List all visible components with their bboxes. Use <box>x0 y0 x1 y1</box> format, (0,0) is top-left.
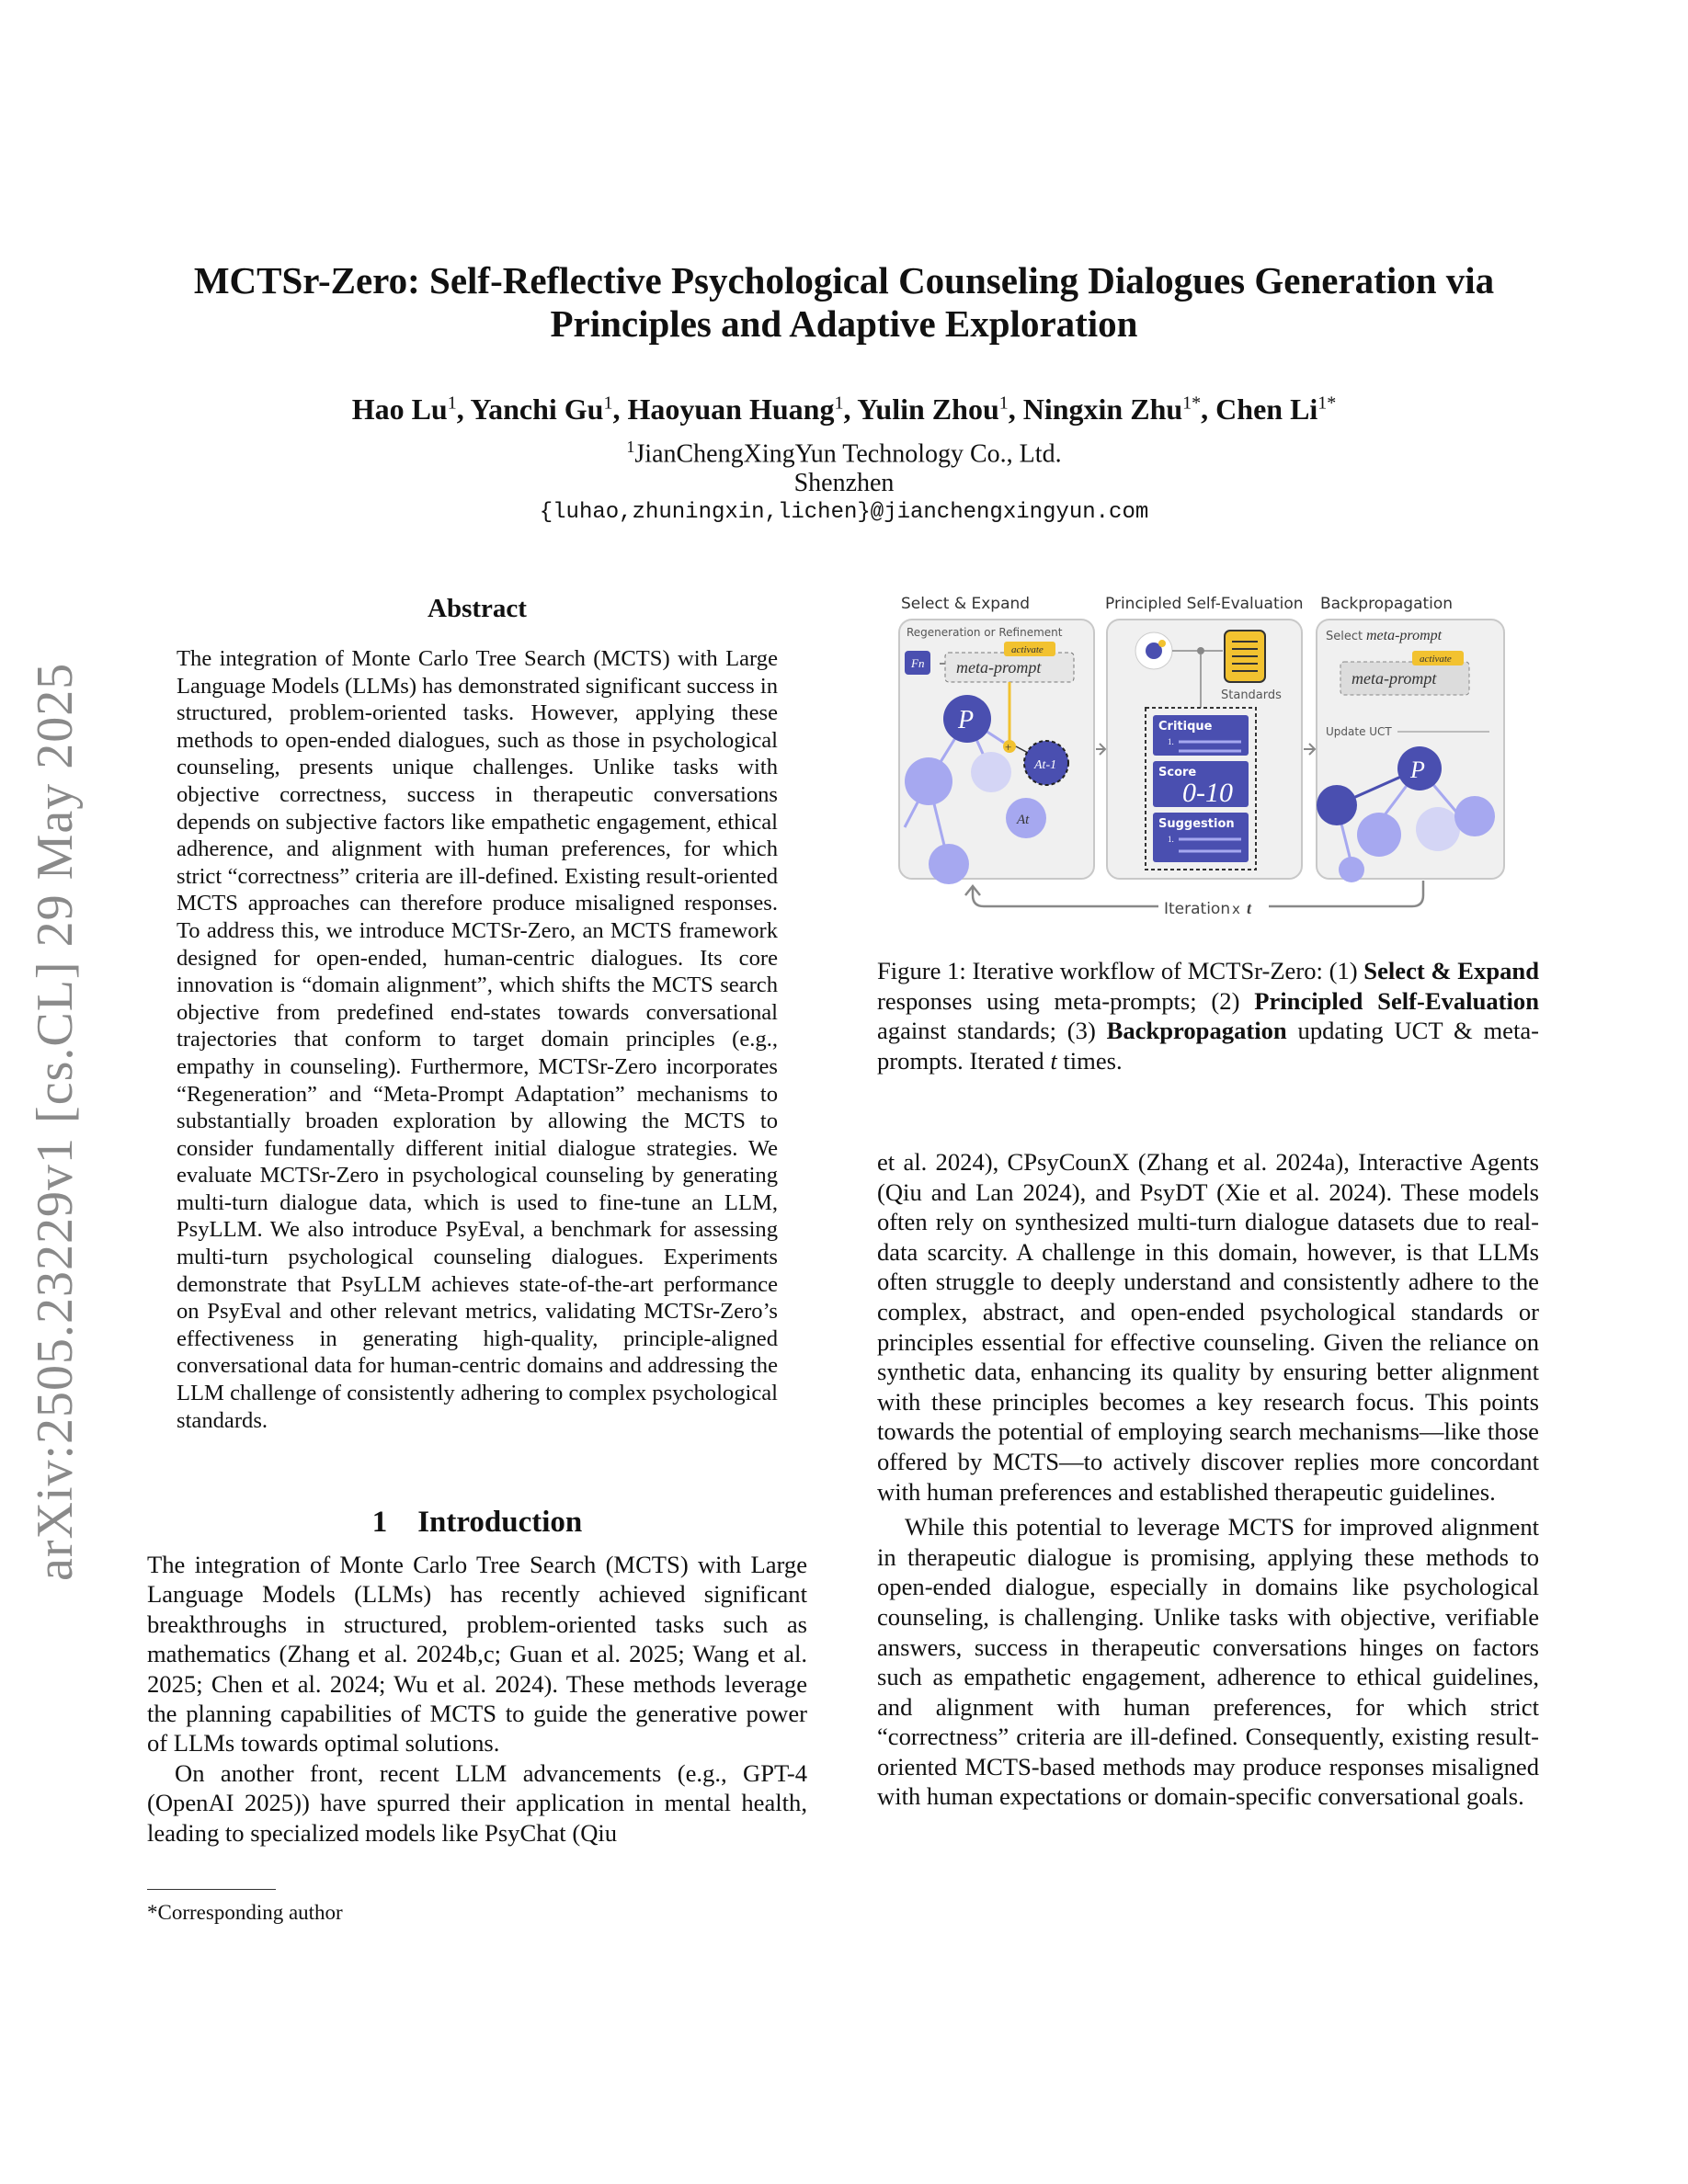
affiliation-city: Shenzhen <box>793 469 895 498</box>
list-marker: 1. <box>1168 835 1174 844</box>
arxiv-stamp: arXiv:2505.23229v1 [cs.CL] 29 May 2025 <box>27 662 84 1581</box>
introduction-left-column <box>147 1550 807 1848</box>
caption-text: Figure 1: Iterative workflow of MCTSr-Zero: (1) <box>877 957 1364 984</box>
author: Haoyuan Huang$^1$ <box>627 392 844 426</box>
paragraph: While this potential to leverage MCTS for improved alignment in therapeutic dialogue is promising, applying these methods to open-ended dialogue, especially in domains like psychological counseling, is challenging. Unlike tasks with objective, verifiable answers, success in therapeutic conversations hinges on factors such as empathetic engagement, adherence to ethical guidelines, and alignment with human preferences, for which strict “correctness” criteria are ill-defined. Consequently, existing result-oriented MCTS-based methods may produce responses misaligned with human expectations or domain-specific conversational goals. <box>877 1513 1539 1811</box>
iteration-label: Iteration <box>1164 900 1231 918</box>
paragraph: On another front, recent LLM advancements (e.g., GPT-4 (OpenAI 2025)) have spurred their application in mental health, leading to specialized models like PsyChat (Qiu <box>147 1758 807 1847</box>
meta-prompt-label: meta-prompt <box>1352 669 1437 688</box>
figure-1-workflow <box>892 588 1535 928</box>
fn-label: Fn <box>911 656 925 670</box>
critique-label: Critique <box>1158 720 1213 734</box>
author: Ningxin Zhu$^{1*}$ <box>1022 392 1202 426</box>
caption-text: updating UCT & meta-prompts. Iterated <box>877 1017 1539 1075</box>
arrow-right-icon <box>1304 744 1315 755</box>
node-p-label: P <box>958 706 975 734</box>
caption-text: responses using meta-prompts; (2) <box>877 986 1255 1015</box>
paper-title <box>110 259 1578 346</box>
caption-text: against standards; (3) <box>877 1017 1107 1045</box>
author: Yulin Zhou$^1$ <box>857 392 1009 426</box>
tree-node <box>1357 813 1401 857</box>
tree-node <box>1317 785 1357 825</box>
introduction-right-column <box>877 1147 1539 1812</box>
abstract-heading: Abstract <box>428 594 527 623</box>
node-p-label: P <box>1410 756 1425 783</box>
caption-text: times. <box>1056 1046 1123 1075</box>
node-at-label: At <box>1017 813 1030 827</box>
suggestion-label: Suggestion <box>1158 817 1235 831</box>
panel-title-select-expand: Select & Expand <box>901 595 1031 613</box>
figure-caption <box>877 956 1539 1075</box>
paragraph: et al. 2024), CPsyCounX (Zhang et al. 2024a), Interactive Agents (Qiu and Lan 2024), and PsyDT (Xie et al. 2024). These models often rely on synthesized multi-turn dialogue datasets due to real-data scarcity. A challenge in this domain, however, is that LLMs often struggle to deeply understand and consistently adhere to the complex, abstract, and open-ended psychological standards or principles essential for effective counseling. Given the reliance on synthetic data, enhancing its quality by ensuring better alignment with these principles becomes a key research focus. This points towards the potential of employing search mechanisms—like those offered by MCTS—to actively discover replies more concordant with human preferences and established therapeutic guidelines. <box>877 1148 1539 1506</box>
plus-sign: + <box>1005 740 1012 754</box>
author: Yanchi Gu$^1$ <box>470 392 613 426</box>
activate-label: activate <box>1420 654 1452 665</box>
title-line-2: Principles and Adaptive Exploration <box>550 302 1138 345</box>
iteration-times: x <box>1232 901 1240 917</box>
section-heading-introduction: 1 Introduction <box>371 1506 583 1539</box>
affiliation-email[interactable]: {luhao,zhuningxin,lichen}@jianchengxingyun.com <box>539 500 1149 526</box>
caption-bold: Backpropagation <box>1106 1017 1287 1045</box>
caption-bold: Principled Self-Evaluation <box>1254 986 1539 1015</box>
author: Chen $Li^{1*}$ <box>1215 392 1337 426</box>
title-line-1: MCTSr-Zero: Self-Reflective Psychological Counseling Dialogues Generation via <box>193 259 1495 301</box>
node-at1-label: At-1 <box>1034 758 1057 772</box>
update-uct-label: Update UCT <box>1326 725 1392 738</box>
tree-node <box>1416 807 1460 851</box>
activate-label: activate <box>1011 644 1044 655</box>
iteration-var: t <box>1247 899 1252 917</box>
author-list: Hao Lu$^1$, Yanchi Gu$^1$, Haoyuan Huang$^1$, Yulin Zhou$^1$, Ningxin Zhu$^{1*}$, Chen $Li^{1*}$ <box>351 392 1337 426</box>
meta-prompt-label: meta-prompt <box>956 658 1042 677</box>
standards-label: Standards <box>1221 688 1282 702</box>
list-marker: 1. <box>1168 737 1174 746</box>
caption-bold: Select & Expand <box>1363 957 1539 984</box>
paragraph: The integration of Monte Carlo Tree Search (MCTS) with Large Language Models (LLMs) has recently achieved significant breakthroughs in structured, problem-oriented tasks such as mathematics (Zhang et al. 2024b,c; Guan et al. 2025; Wang et al. 2025; Chen et al. 2024; Wu et al. 2024). These methods leverage the planning capabilities of MCTS to guide the generative power of LLMs towards optimal solutions. <box>147 1551 807 1757</box>
select-meta-prompt: meta-prompt <box>1366 628 1443 643</box>
tree-node <box>905 757 952 805</box>
author: Hao Lu$^1$ <box>351 392 457 426</box>
regen-label: Regeneration or Refinement <box>907 626 1063 639</box>
panel-title-backpropagation: Backpropagation <box>1320 595 1454 613</box>
tree-node <box>929 844 969 884</box>
affiliation-block <box>110 432 1578 528</box>
arrow-right-icon <box>1096 744 1105 755</box>
tree-node <box>1339 857 1364 882</box>
select-label: Select <box>1326 630 1363 643</box>
tree-node <box>971 752 1011 792</box>
panel-title-self-evaluation: Principled Self-Evaluation <box>1105 595 1304 613</box>
footnote: *Corresponding author <box>147 1901 343 1924</box>
score-range: 0-10 <box>1182 778 1233 808</box>
score-label: Score <box>1158 766 1197 779</box>
abstract-text: The integration of Monte Carlo Tree Search (MCTS) with Large Language Models (LLMs) has demonstrated significant success in structured, problem-oriented tasks. However, applying these methods to open-ended dialogues, such as those in psychological counseling, presents unique challenges. Unlike tasks with objective correctness, success in therapeutic conversations depends on subjective factors like empathetic engagement, ethical adherence, and alignment with human preferences, for which strict “correctness” criteria are ill-defined. Existing result-oriented MCTS approaches can therefore produce misaligned responses. To address this, we introduce MCTSr-Zero, an MCTS framework designed for open-ended, human-centric dialogues. Its core innovation is “domain alignment”, which shifts the MCTS search objective from predefined end-states towards conversational trajectories that conform to target domain principles (e.g., empathy in counseling). Furthermore, MCTSr-Zero incorporates “Regeneration” and “Meta-Prompt Adaptation” mechanisms to substantially broaden exploration by allowing the MCTS to consider fundamentally different initial dialogue strategies. We evaluate MCTSr-Zero in psychological counseling by generating multi-turn dialogue data, which is used to fine-tune an LLM, PsyLLM. We also introduce PsyEval, a benchmark for assessing multi-turn psychological counseling dialogues. Experiments demonstrate that PsyLLM achieves state-of-the-art performance on PsyEval and other relevant metrics, validating MCTSr-Zero’s effectiveness in generating high-quality, principle-aligned conversational data for human-centric domains and addressing the LLM challenge of consistently adhering to complex psychological standards. <box>177 646 778 1433</box>
footnote-divider <box>147 1889 276 1890</box>
workflow-diagram <box>892 588 1535 928</box>
affiliation-company: $^1$JianChengXingYun Technology Co., Ltd. <box>626 438 1062 469</box>
caption-variable: t <box>1050 1046 1057 1075</box>
tree-node <box>1454 796 1495 836</box>
